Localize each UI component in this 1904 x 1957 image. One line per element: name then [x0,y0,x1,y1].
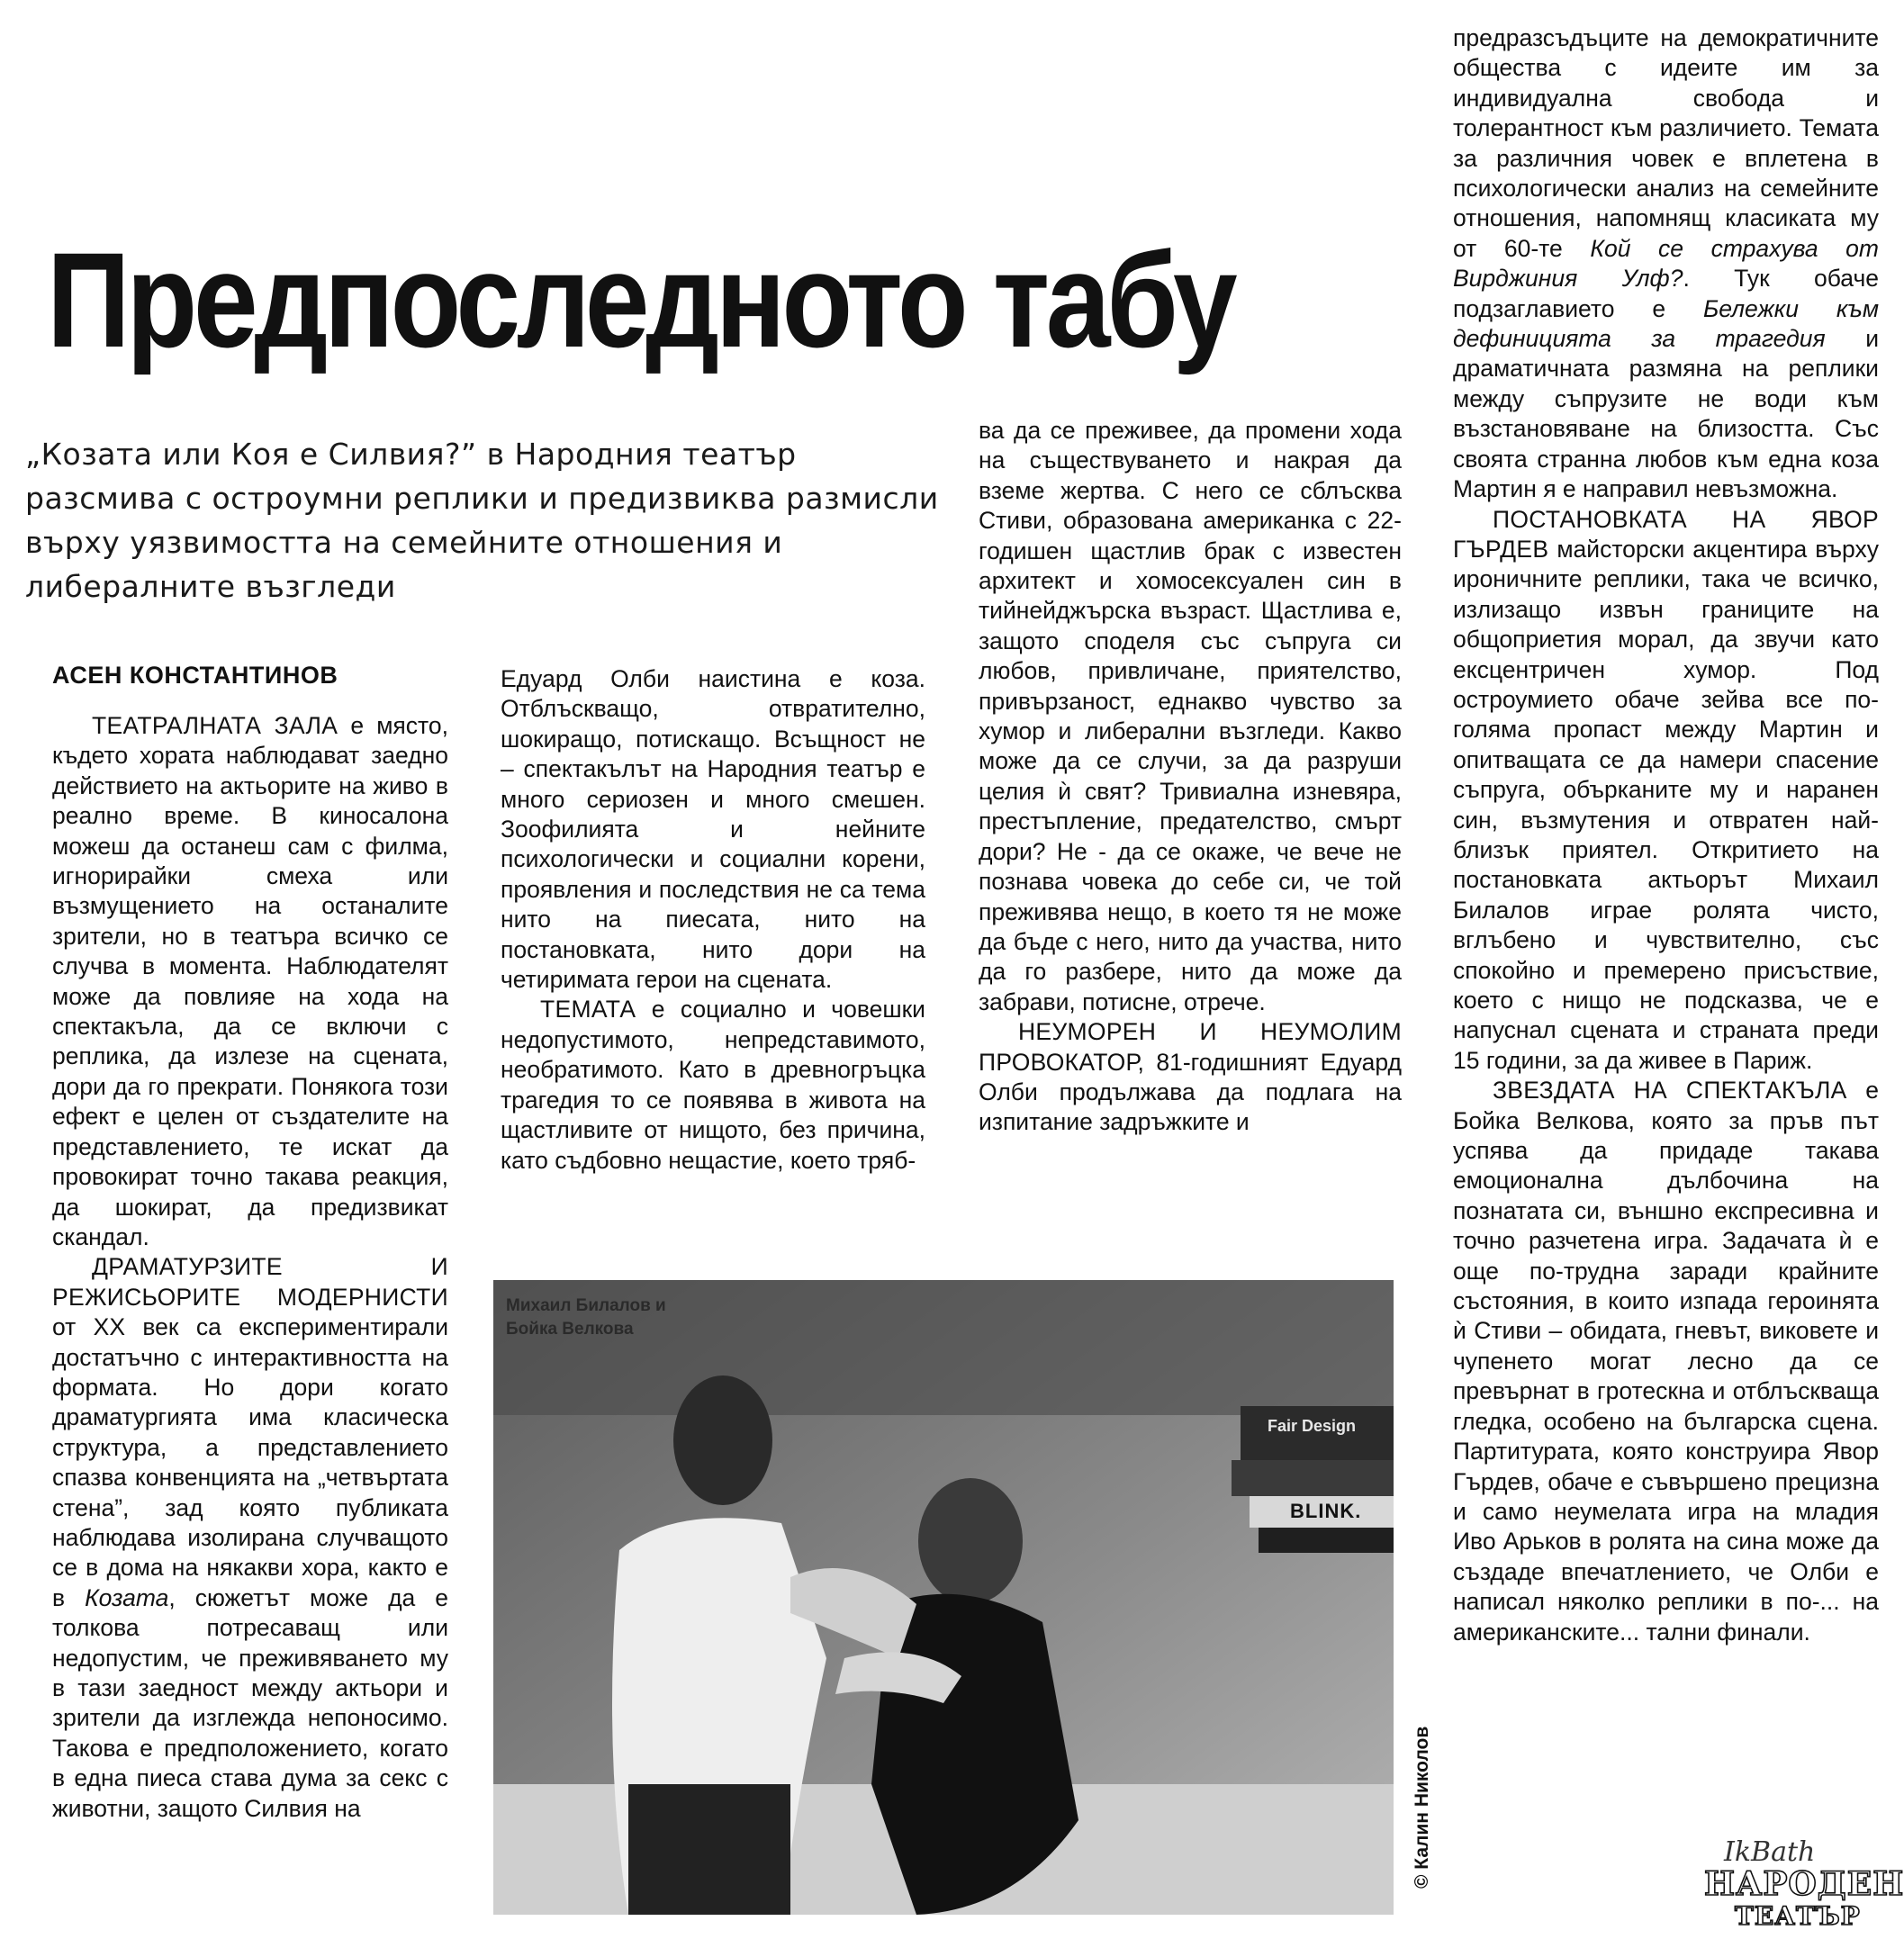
paragraph-text: . Тук обаче подзаглавието е [1453,265,1880,322]
production-photo [493,1280,1394,1915]
article-column-3 [979,416,1402,1138]
paragraph-lead: ЗВЕЗДАТА НА СПЕКТАКЪЛА [1493,1077,1847,1105]
paragraph-text: Едуард Олби наистина е коза. Отблъскващо, отвратително, шокиращо, потискащо. Всъщност не – спектакълът на Народния театър е много сериозен и много смешен. Зоофилията и нейните психологически и социални корени, проявления и последствия не са тема нито на пиесата, нито на постановката, нито дори на четиримата герои на сцената. [501,665,925,994]
national-theatre-logo [1697,1836,1904,1935]
paragraph [979,416,1402,1017]
italic-title: Кой се страхува от Вирджиния Улф? [1453,234,1879,293]
photo-credit: © Калин Николов [1412,1726,1432,1889]
paragraph-text: 81-годишният Едуард Олби продължава да подлага на изпитание задръжките и [979,1048,1402,1136]
paragraph-text: е място, където хората наблюдават заедно действието на актьорите на живо в реално време. В киносалона можеш да останеш сам с филма, игнорирайки смеха или възмущението на останалите зрители, но в театъра всичко се случва в момента. Наблюдателят може да повлияе на хода на спектакъла, да се включи с реплика, да излезе на сцената, дори да го прекрати. Понякога този ефект е целен от създателите на представлението, те искат да провокират точно такава реакция, да шокират, да предизвикат скандал. [52,712,448,1250]
paragraph-text: от ХХ век са експериментирали достатъчно с интерактивността на формата. Но дори когато драматургията има класическа структура, а представлението спазва конвенцията на „четвъртата стена”, зад която публиката наблюдава изолирана случващото се в дома на някакви хора, както е в [52,1313,448,1611]
logo-line-1: НАРОДЕН [1704,1865,1904,1903]
paragraph [1453,1076,1879,1647]
paragraph-lead: ТЕАТРАЛНАТА ЗАЛА [92,712,338,739]
paragraph-text: е социално и човешки недопустимото, непредставимото, необратимото. Като в древногръцка трагедия то се появява в живота на щастливите от нищото, без причина, като съдбовно нещастие, което тряб- [501,996,925,1174]
paragraph-text: , сюжетът може да е толкова потресаващ или недопустим, че преживяването му в тази заедност между актьори и зрители да изглежда непоносимо. Такова е предположението, когато в една пиеса става дума за секс с животни, защото Силвия на [52,1583,448,1822]
paragraph [1453,505,1879,1077]
paragraph [52,711,448,1252]
photo-illustration [493,1280,1394,1915]
paragraph-lead: ПОСТАНОВКАТА НА ЯВОР ГЪРДЕВ [1453,505,1879,563]
paragraph [501,995,925,1175]
paragraph [501,664,925,995]
photo-caption: Михаил Билалов и Бойка Велкова [506,1296,666,1339]
headline: Предпоследното табу [47,224,1234,375]
paragraph-text: е Бойка Велкова, която за пръв път успява да придаде такава емоционална дълбочина на познатата си, външно експресивна и точно разчетена игра. Задачата ѝ е още по-трудна заради крайните състояния, в които изпада героинята ѝ Стиви – обидата, гневът, виковете и чупенето могат лесно да се превърнат в гротескна и отблъскваща гледка, особено на българска сцена. Партитурата, която конструира Явор Гърдев, обаче е съвършено прецизна и само неумелата игра на младия Иво Арьков в ролята на сина може да създаде впечатлението, че Олби е написал няколко реплики в по-... на американските... тални финали. [1453,1077,1879,1646]
logo-line-2: ТЕАТЪР [1735,1901,1861,1931]
article-column-1 [52,711,448,1824]
logo-signature: IkBath [1724,1836,1816,1868]
paragraph-text: и драматичната размяна на реплики между съпрузите не води към възстановяване на близостта. Със своята странна любов към една коза Мартин я е направил невъзможна. [1453,325,1879,503]
paragraph [52,1252,448,1824]
paragraph-text: предразсъдъците на демократичните общества с идеите им за индивидуална свобода и толерантност към различието. Темата за различния човек е вплетена в психологически анализ на семейните отношения, напомнящ класиката му от 60-те [1453,24,1879,262]
paragraph-text: майсторски акцентира върху ироничните реплики, така че всичко, излизащо извън границите на общоприетия морал, да звучи като ексцентричен хумор. Под остроумието обаче зейва все по-голяма пропаст между Мартин и опитващата се да намери спасение съпруга, обърканите му и наранен син, възмутения и отвратен най-близък приятел. Откритието на постановката актьорът Михаил Билалов играе ролята чисто, вглъбено и чувствително, със спокойно и премерено присъствие, което с нищо не подсказва, че е напуснал сцената и страната преди 15 години, за да живее в Париж. [1453,535,1879,1074]
italic-title: Бележки към дефиницията за трагедия [1453,294,1879,353]
paragraph [979,1017,1402,1138]
subtitle: „Козата или Коя е Силвия?” в Народния театър разсмива с остроумни реплики и предизвиква размисли върху уязвимостта на семейните отношения и либералните възгледи [25,437,939,604]
book-spine-label: Fair Design [1268,1417,1357,1435]
book-spine-label: BLINK. [1290,1500,1362,1522]
paragraph-lead: НЕУМОРЕН И НЕУМОЛИМ ПРОВОКАТОР, [979,1018,1402,1076]
italic-title: Козата [85,1583,169,1611]
paragraph [1453,23,1879,505]
author-byline: АСЕН КОНСТАНТИНОВ [52,662,338,689]
paragraph-lead: ДРАМАТУРЗИТЕ И РЕЖИСЬОРИТЕ МОДЕРНИСТИ [52,1253,448,1311]
article-column-4 [1453,23,1879,1647]
paragraph-text: ва да се преживее, да промени хода на съществуването и накрая да вземе жертва. С него се сблъсква Стиви, образована американка с 22-годишен щастлив брак с известен архитект и хомосексуален син в тийнейджърска възраст. Щастлива е, защото споделя със съпруга си любов, привличане, приятелство, привързаност, еднакво чувство за хумор и либерални възгледи. Какво може да се случи, за да разруши целия ѝ свят? Тривиална изневяра, престъпление, предателство, смърт дори? Не - да се окаже, че вече не познава човека до себе си, че той преживява нещо, в което тя не може да бъде с него, нито да участва, нито да го разбере, нито да може да забрави, потисне, отрече. [979,417,1402,1015]
article-column-2 [501,664,925,1176]
paragraph-lead: ТЕМАТА [540,996,636,1024]
